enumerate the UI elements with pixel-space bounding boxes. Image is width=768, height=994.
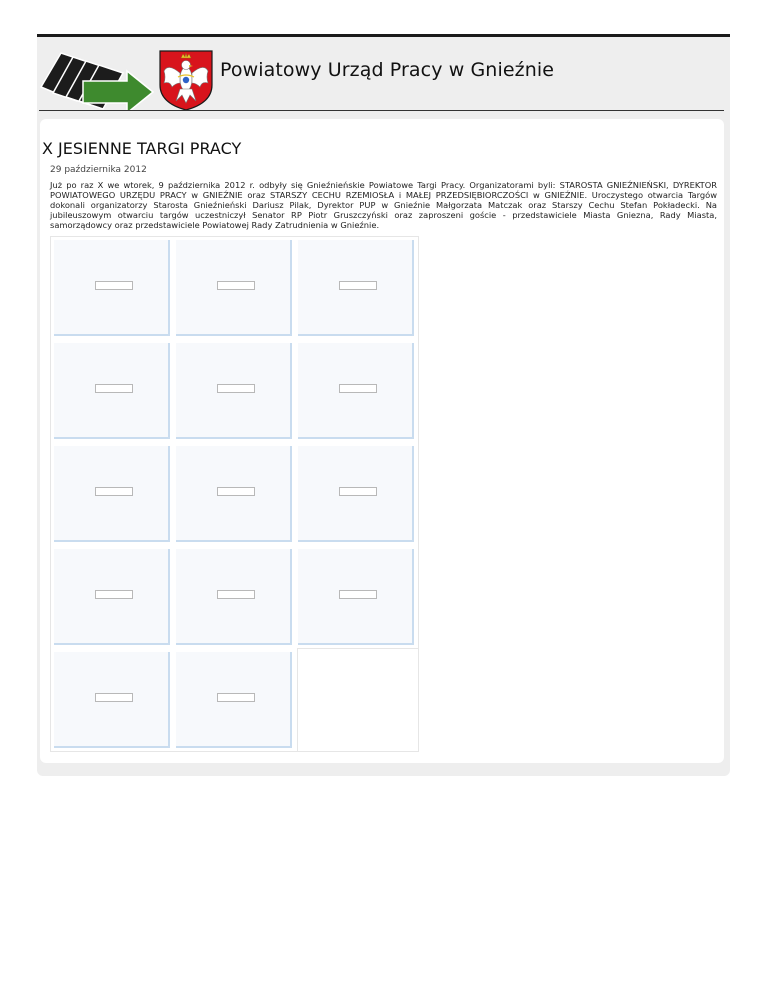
image-placeholder-icon [217, 590, 255, 599]
article-date: 29 października 2012 [50, 165, 147, 175]
page-container [37, 34, 730, 776]
image-placeholder-icon [339, 281, 377, 290]
header-divider [39, 110, 724, 111]
gallery-thumbnail[interactable] [176, 652, 292, 748]
gallery-thumbnail[interactable] [298, 240, 414, 336]
gallery-thumbnail[interactable] [54, 240, 170, 336]
gallery-thumbnail[interactable] [176, 343, 292, 439]
image-placeholder-icon [95, 693, 133, 702]
image-placeholder-icon [217, 487, 255, 496]
image-placeholder-icon [95, 281, 133, 290]
gallery-thumbnail[interactable] [298, 549, 414, 645]
gallery-thumbnail[interactable] [54, 549, 170, 645]
gallery-thumbnail[interactable] [54, 343, 170, 439]
article-title: X JESIENNE TARGI PRACY [42, 139, 242, 158]
gallery-empty-cell [297, 648, 418, 751]
image-placeholder-icon [217, 384, 255, 393]
gallery-thumbnail[interactable] [54, 652, 170, 748]
job-center-logo-icon[interactable] [39, 47, 155, 111]
gallery-thumbnail[interactable] [298, 446, 414, 542]
image-placeholder-icon [217, 281, 255, 290]
content-area [40, 119, 724, 763]
gallery-thumbnail[interactable] [176, 549, 292, 645]
image-placeholder-icon [339, 384, 377, 393]
gallery-thumbnail[interactable] [298, 343, 414, 439]
image-placeholder-icon [339, 487, 377, 496]
photo-gallery [50, 236, 419, 752]
image-placeholder-icon [95, 590, 133, 599]
gallery-thumbnail[interactable] [176, 446, 292, 542]
gallery-thumbnail[interactable] [176, 240, 292, 336]
image-placeholder-icon [95, 384, 133, 393]
article-body: Już po raz X we wtorek, 9 października 2012 r. odbyły się Gnieźnieńskie Powiatowe Targi Pracy. Organizatorami byli: STAROSTA GNIEŹNIEŃSKI, DYREKTOR POWIATOWEGO URZĘDU PRACY w GNIEŹNIE oraz STARSZY CECHU RZEMIOSŁA i MAŁEJ PRZEDSIĘBIORCZOŚCI w GNIEŹNIE. Uroczystego otwarcia Targów dokonali organizatorzy Starosta Gnieźnieński Dariusz Pilak, Dyrektor PUP w Gnieźnie Małgorzata Matczak oraz Starszy Cechu Stefan Pokładecki. Na jubileuszowym otwarciu targów uczestniczył Senator RP Piotr Gruszczyński oraz zaproszeni goście - przedstawiciele Miasta Gniezna, Rady Miasta, samorządowcy oraz przedstawiciele Powiatowej Rady Zatrudnienia w Gnieźnie. [50, 180, 717, 230]
image-placeholder-icon [339, 590, 377, 599]
gallery-thumbnail[interactable] [54, 446, 170, 542]
site-title[interactable]: Powiatowy Urząd Pracy w Gnieźnie [220, 59, 555, 81]
image-placeholder-icon [217, 693, 255, 702]
image-placeholder-icon [95, 487, 133, 496]
site-header [37, 37, 730, 113]
county-crest-icon [158, 49, 214, 111]
